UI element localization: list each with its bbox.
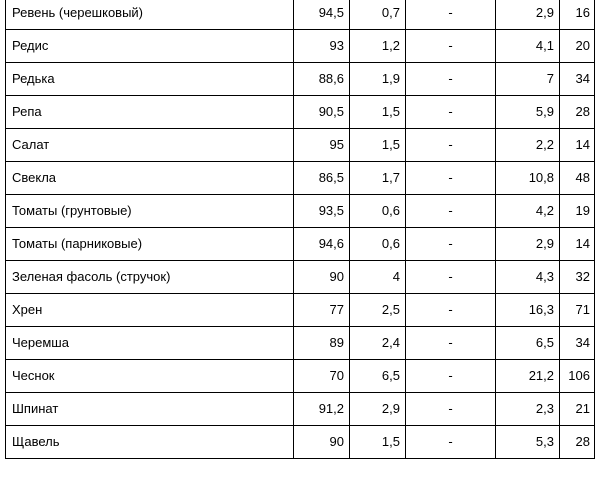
water-cell: 70 [294,360,350,393]
protein-cell: 1,5 [350,129,406,162]
product-name-cell: Свекла [6,162,294,195]
kcal-cell: 21 [560,393,595,426]
carbs-cell: 5,9 [496,96,560,129]
water-cell: 94,5 [294,0,350,30]
fat-cell: - [406,195,496,228]
product-name-cell: Чеснок [6,360,294,393]
kcal-cell: 71 [560,294,595,327]
water-cell: 93,5 [294,195,350,228]
carbs-cell: 6,5 [496,327,560,360]
fat-cell: - [406,228,496,261]
water-cell: 86,5 [294,162,350,195]
carbs-cell: 10,8 [496,162,560,195]
kcal-cell: 20 [560,30,595,63]
carbs-cell: 5,3 [496,426,560,459]
table-row [6,162,595,195]
product-name-cell: Томаты (грунтовые) [6,195,294,228]
water-cell: 90 [294,426,350,459]
table-row [6,0,595,30]
table-row [6,228,595,261]
nutrition-table [5,0,595,459]
kcal-cell: 14 [560,228,595,261]
kcal-cell: 32 [560,261,595,294]
product-name-cell: Салат [6,129,294,162]
protein-cell: 2,5 [350,294,406,327]
product-name-cell: Редька [6,63,294,96]
water-cell: 89 [294,327,350,360]
table-body [6,0,595,459]
water-cell: 90 [294,261,350,294]
water-cell: 77 [294,294,350,327]
kcal-cell: 28 [560,426,595,459]
table-row [6,426,595,459]
carbs-cell: 21,2 [496,360,560,393]
water-cell: 94,6 [294,228,350,261]
fat-cell: - [406,294,496,327]
protein-cell: 1,9 [350,63,406,96]
protein-cell: 0,6 [350,228,406,261]
carbs-cell: 4,1 [496,30,560,63]
kcal-cell: 48 [560,162,595,195]
fat-cell: - [406,129,496,162]
kcal-cell: 14 [560,129,595,162]
kcal-cell: 106 [560,360,595,393]
kcal-cell: 19 [560,195,595,228]
carbs-cell: 2,9 [496,228,560,261]
protein-cell: 1,5 [350,96,406,129]
water-cell: 91,2 [294,393,350,426]
product-name-cell: Шпинат [6,393,294,426]
carbs-cell: 4,3 [496,261,560,294]
fat-cell: - [406,393,496,426]
protein-cell: 4 [350,261,406,294]
table-row [6,96,595,129]
product-name-cell: Щавель [6,426,294,459]
protein-cell: 0,6 [350,195,406,228]
carbs-cell: 16,3 [496,294,560,327]
kcal-cell: 28 [560,96,595,129]
nutrition-table-container [5,0,595,459]
carbs-cell: 2,3 [496,393,560,426]
water-cell: 90,5 [294,96,350,129]
protein-cell: 2,9 [350,393,406,426]
kcal-cell: 34 [560,63,595,96]
table-row [6,360,595,393]
protein-cell: 1,2 [350,30,406,63]
protein-cell: 0,7 [350,0,406,30]
product-name-cell: Ревень (черешковый) [6,0,294,30]
product-name-cell: Томаты (парниковые) [6,228,294,261]
table-row [6,393,595,426]
protein-cell: 1,5 [350,426,406,459]
fat-cell: - [406,360,496,393]
protein-cell: 2,4 [350,327,406,360]
water-cell: 93 [294,30,350,63]
fat-cell: - [406,162,496,195]
product-name-cell: Репа [6,96,294,129]
protein-cell: 6,5 [350,360,406,393]
protein-cell: 1,7 [350,162,406,195]
carbs-cell: 7 [496,63,560,96]
kcal-cell: 16 [560,0,595,30]
fat-cell: - [406,63,496,96]
table-row [6,63,595,96]
kcal-cell: 34 [560,327,595,360]
carbs-cell: 2,9 [496,0,560,30]
table-row [6,30,595,63]
product-name-cell: Черемша [6,327,294,360]
table-row [6,195,595,228]
water-cell: 88,6 [294,63,350,96]
fat-cell: - [406,30,496,63]
carbs-cell: 2,2 [496,129,560,162]
table-row [6,261,595,294]
fat-cell: - [406,327,496,360]
table-row [6,129,595,162]
fat-cell: - [406,96,496,129]
water-cell: 95 [294,129,350,162]
table-row [6,327,595,360]
fat-cell: - [406,426,496,459]
carbs-cell: 4,2 [496,195,560,228]
product-name-cell: Хрен [6,294,294,327]
table-row [6,294,595,327]
product-name-cell: Редис [6,30,294,63]
fat-cell: - [406,0,496,30]
fat-cell: - [406,261,496,294]
product-name-cell: Зеленая фасоль (стручок) [6,261,294,294]
